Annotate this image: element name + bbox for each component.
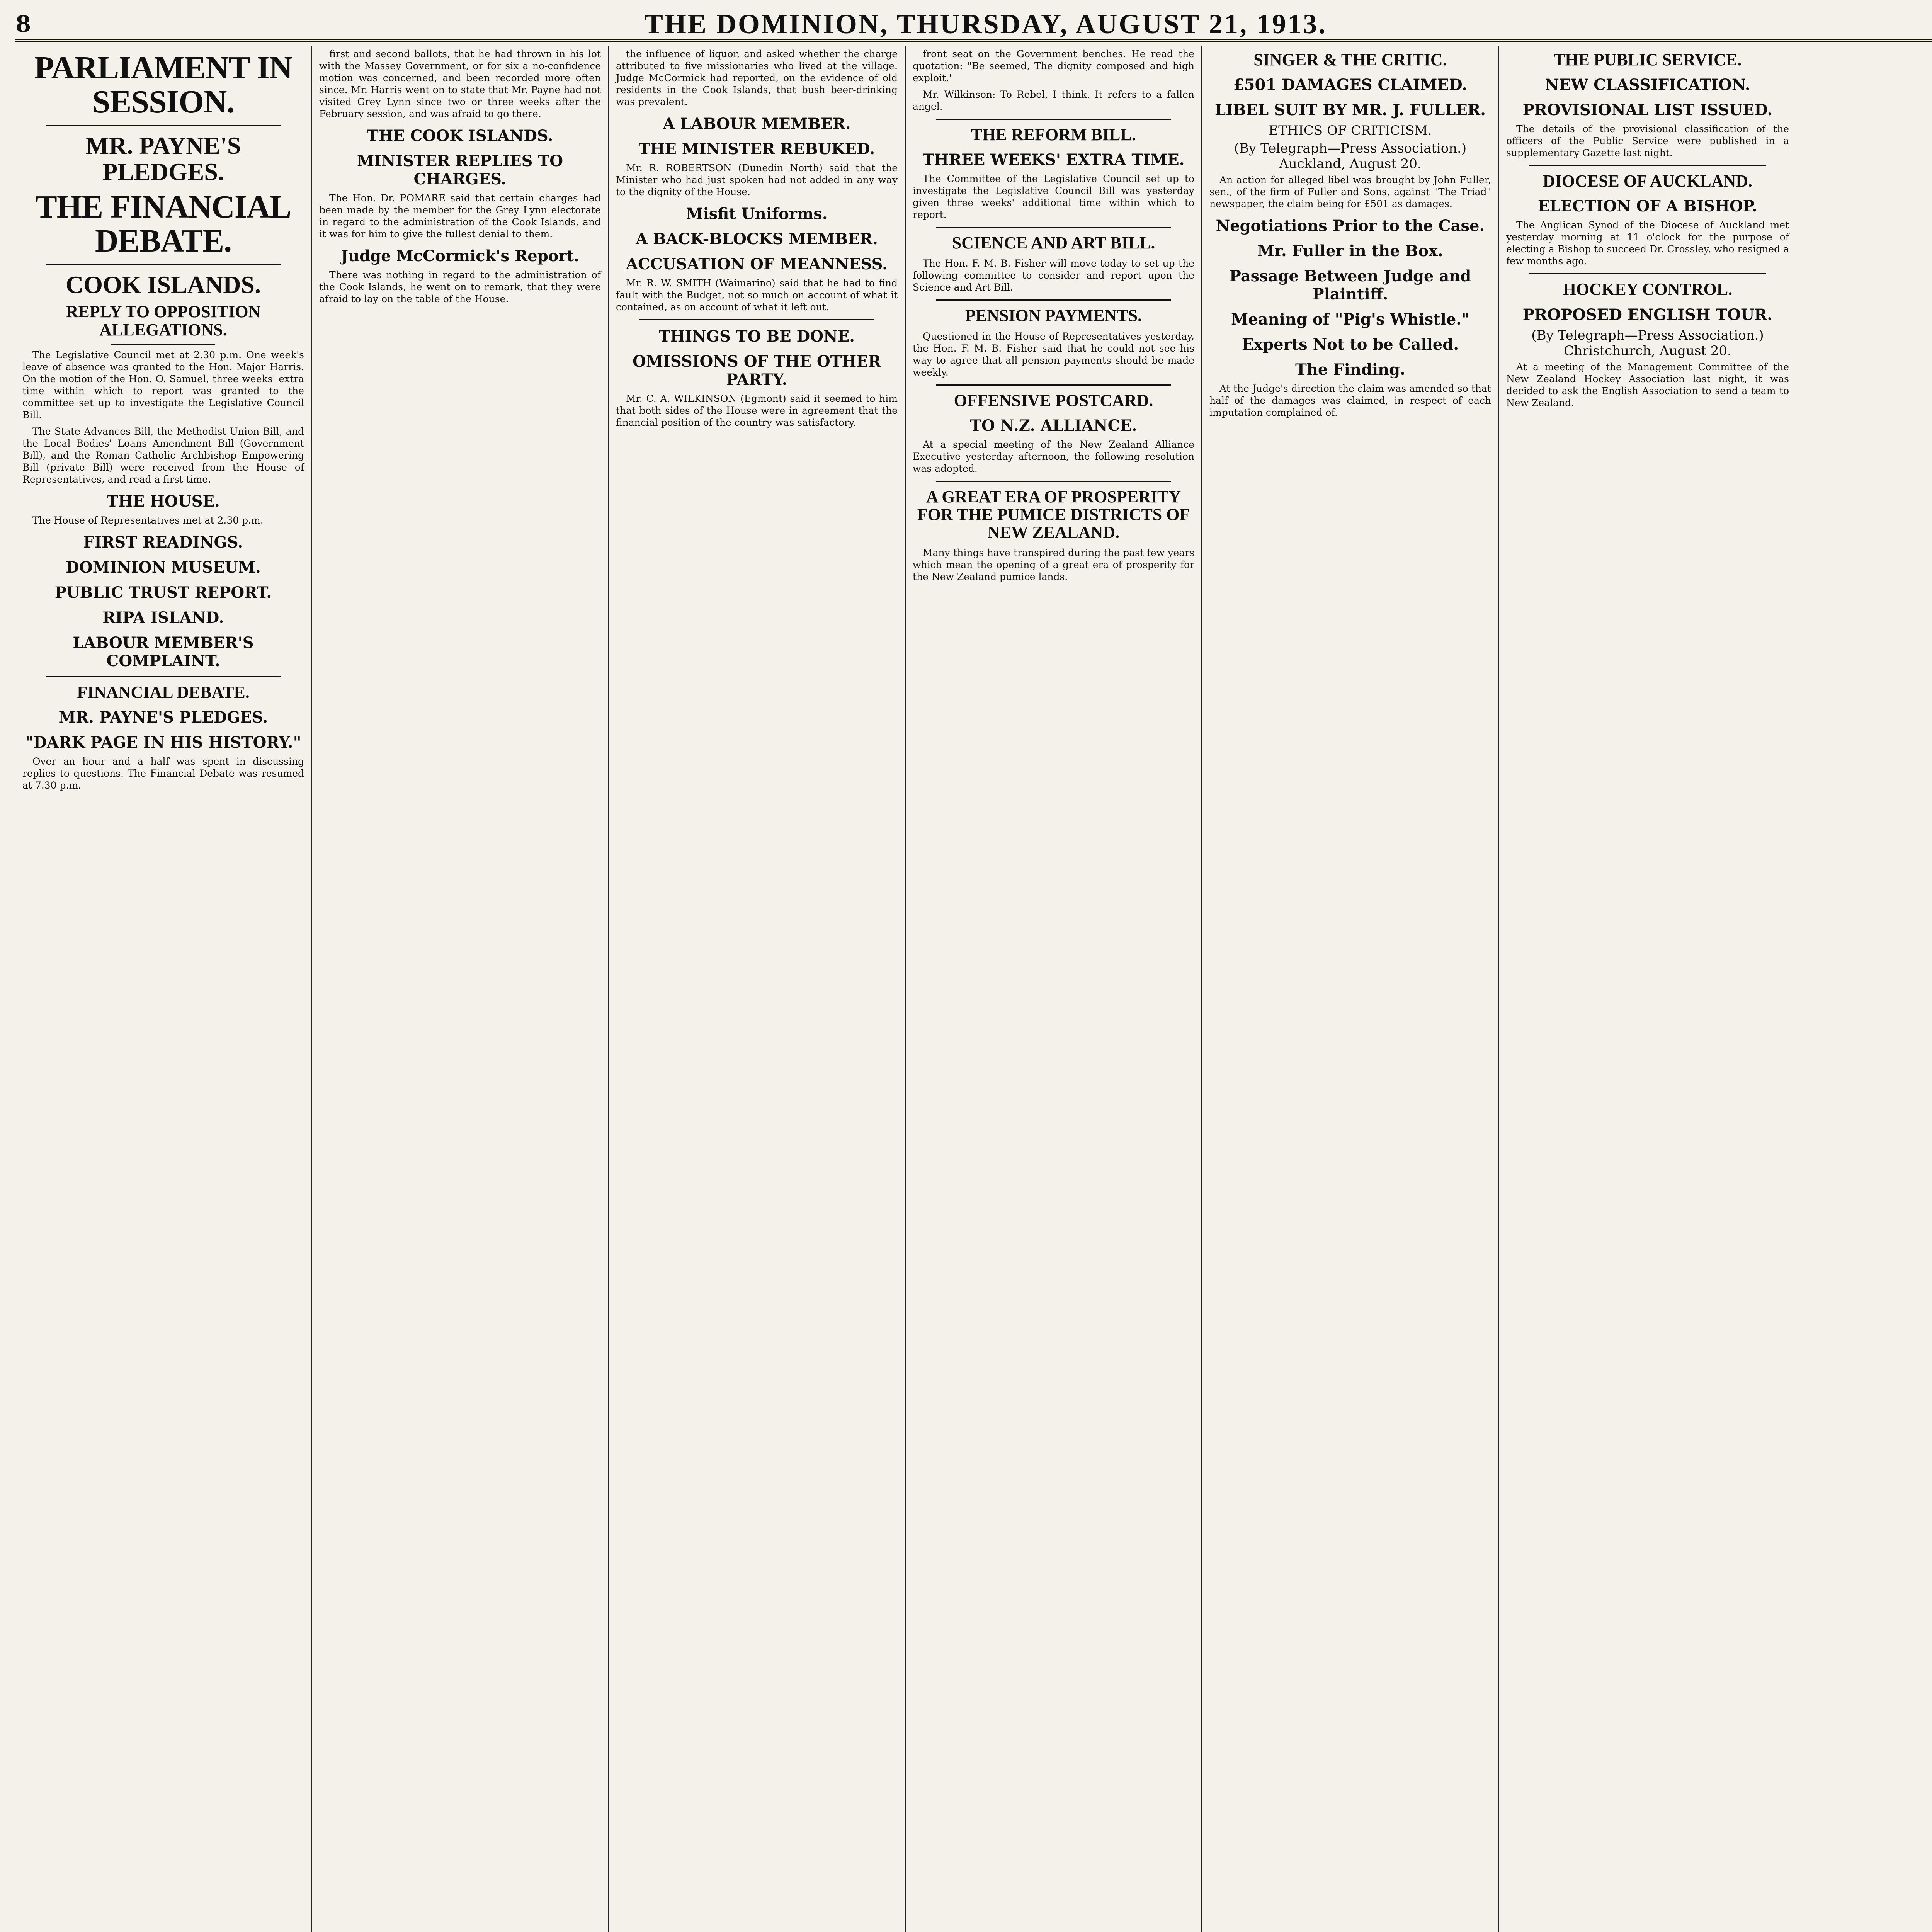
divider bbox=[111, 344, 215, 345]
paragraph: The House of Representatives met at 2.30 p.m. bbox=[32, 514, 264, 526]
section-heading: LIBEL SUIT BY MR. J. FULLER. bbox=[1214, 101, 1486, 119]
page-number: 8 bbox=[15, 11, 31, 37]
section-heading: OMISSIONS OF THE OTHER PARTY. bbox=[633, 352, 881, 389]
column-6 bbox=[1499, 46, 1796, 1932]
headline-reply: REPLY TO OPPOSITION ALLEGATIONS. bbox=[66, 302, 261, 339]
section-heading: PROPOSED ENGLISH TOUR. bbox=[1522, 305, 1773, 324]
divider bbox=[46, 676, 281, 677]
divider bbox=[46, 264, 281, 265]
column-1 bbox=[15, 46, 312, 1932]
headline-public-service: THE PUBLIC SERVICE. bbox=[1553, 50, 1742, 69]
section-heading: £501 DAMAGES CLAIMED. bbox=[1233, 76, 1468, 94]
headline-reform-bill: THE REFORM BILL. bbox=[971, 125, 1136, 144]
column-4 bbox=[906, 46, 1202, 1932]
headline-science-art: SCIENCE AND ART BILL. bbox=[952, 233, 1155, 253]
section-heading: Negotiations Prior to the Case. bbox=[1216, 217, 1485, 235]
section-heading: ETHICS OF CRITICISM. bbox=[1269, 123, 1432, 139]
headline-financial-debate-2: FINANCIAL DEBATE. bbox=[77, 682, 250, 702]
section-heading: THE COOK ISLANDS. bbox=[367, 127, 553, 145]
paragraph: Mr. C. A. WILKINSON (Egmont) said it seemed to him that both sides of the House were in agreement that the financial position of the country was satisfactory. bbox=[616, 393, 898, 428]
page-title: THE DOMINION, THURSDAY, AUGUST 21, 1913. bbox=[644, 8, 1327, 39]
section-heading: THREE WEEKS' EXTRA TIME. bbox=[922, 151, 1185, 169]
dateline: (By Telegraph—Press Association.) Christchurch, August 20. bbox=[1531, 327, 1764, 359]
paragraph: An action for alleged libel was brought by John Fuller, sen., of the firm of Fuller and Sons, against "The Triad" newspaper, the claim being for £501 as damages. bbox=[1209, 174, 1491, 210]
paragraph: At a special meeting of the New Zealand Alliance Executive yesterday afternoon, the following resolution was adopted. bbox=[913, 439, 1194, 474]
section-heading: Judge McCormick's Report. bbox=[341, 247, 579, 265]
section-heading: THE HOUSE. bbox=[107, 492, 220, 510]
section-heading: The Finding. bbox=[1295, 361, 1406, 379]
paragraph: Over an hour and a half was spent in discussing replies to questions. The Financial Debate was resumed at 7.30 p.m. bbox=[22, 755, 304, 791]
section-heading: MINISTER REPLIES TO CHARGES. bbox=[357, 152, 563, 188]
paragraph: Many things have transpired during the past few years which mean the opening of a great era of prosperity for the New Zealand pumice lands. bbox=[913, 547, 1194, 583]
paragraph: At the Judge's direction the claim was amended so that half of the damages was claimed, in respect of each imputation complained of. bbox=[1209, 383, 1491, 418]
section-heading: PROVISIONAL LIST ISSUED. bbox=[1522, 101, 1773, 119]
section-heading: PUBLIC TRUST REPORT. bbox=[54, 583, 272, 602]
paragraph: At a meeting of the Management Committee of the New Zealand Hockey Association last night, it was decided to ask the English Association to send a team to New Zealand. bbox=[1506, 361, 1789, 408]
headline-pension: PENSION PAYMENTS. bbox=[965, 306, 1142, 325]
headline-paynes-pledges: MR. PAYNE'S PLEDGES. bbox=[85, 132, 241, 185]
paragraph: Questioned in the House of Representatives yesterday, the Hon. F. M. B. Fisher said that he could not see his way to agree that all pension payments should be made weekly. bbox=[913, 330, 1194, 378]
paragraph: The State Advances Bill, the Methodist Union Bill, and the Local Bodies' Loans Amendment Bill (Government Bill), and the Roman Catholic Archbishop Empowering Bill (private Bill) were received from the House of Representatives, and read a first time. bbox=[22, 425, 304, 485]
divider bbox=[1529, 273, 1766, 274]
section-heading: NEW CLASSIFICATION. bbox=[1545, 76, 1750, 94]
divider bbox=[1529, 165, 1766, 166]
section-heading: THINGS TO BE DONE. bbox=[658, 327, 855, 345]
dateline: (By Telegraph—Press Association.) Auckland, August 20. bbox=[1234, 141, 1467, 172]
headline-parliament: PARLIAMENT IN SESSION. bbox=[34, 50, 293, 120]
column-2 bbox=[312, 46, 609, 1932]
column-3 bbox=[609, 46, 906, 1932]
paragraph: The Committee of the Legislative Council set up to investigate the Legislative Council Bill was yesterday given three weeks' additional time within which to report. bbox=[913, 173, 1194, 221]
divider bbox=[936, 119, 1171, 120]
masthead bbox=[15, 9, 1932, 42]
section-heading: THE MINISTER REBUKED. bbox=[638, 140, 875, 158]
section-heading: Mr. Fuller in the Box. bbox=[1257, 242, 1443, 260]
headline-cook-islands: COOK ISLANDS. bbox=[66, 271, 261, 299]
section-heading: LABOUR MEMBER'S COMPLAINT. bbox=[73, 633, 254, 670]
section-heading: RIPA ISLAND. bbox=[102, 608, 224, 627]
section-heading: Meaning of "Pig's Whistle." bbox=[1231, 310, 1470, 329]
divider bbox=[936, 299, 1171, 301]
section-heading: "DARK PAGE IN HIS HISTORY." bbox=[25, 733, 301, 752]
paragraph: There was nothing in regard to the administration of the Cook Islands, he went on to remark, that they were afraid to lay on the table of the House. bbox=[319, 269, 601, 304]
section-heading: DOMINION MUSEUM. bbox=[66, 558, 261, 577]
headline-singer-critic: SINGER & THE CRITIC. bbox=[1253, 50, 1447, 69]
headline-financial-debate: THE FINANCIAL DEBATE. bbox=[35, 189, 291, 259]
section-heading: A LABOUR MEMBER. bbox=[663, 115, 851, 133]
paragraph: Mr. R. ROBERTSON (Dunedin North) said that the Minister who had just spoken had not added in any way to the dignity of the House. bbox=[616, 162, 898, 197]
article-body bbox=[22, 349, 304, 485]
headline-hockey: HOCKEY CONTROL. bbox=[1563, 280, 1733, 299]
divider bbox=[936, 384, 1171, 386]
paragraph: The Hon. F. M. B. Fisher will move today to set up the following committee to consider and report upon the Science and Art Bill. bbox=[913, 258, 1194, 293]
section-heading: TO N.Z. ALLIANCE. bbox=[970, 416, 1137, 435]
section-heading: ELECTION OF A BISHOP. bbox=[1537, 197, 1758, 216]
divider bbox=[936, 227, 1171, 228]
divider bbox=[936, 481, 1171, 482]
section-heading: MR. PAYNE'S PLEDGES. bbox=[58, 708, 268, 726]
paragraph: the influence of liquor, and asked whether the charge attributed to five missionaries who lived at the village. Judge McCormick had reported, on the evidence of old residents in the Cook Islands, that bush beer-drinking was prevalent. bbox=[616, 48, 898, 107]
section-heading: Passage Between Judge and Plaintiff. bbox=[1229, 267, 1471, 304]
divider bbox=[639, 319, 874, 320]
section-heading: Misfit Uniforms. bbox=[686, 205, 828, 223]
section-heading: A BACK-BLOCKS MEMBER. bbox=[636, 230, 878, 248]
headline-postcard: OFFENSIVE POSTCARD. bbox=[954, 391, 1153, 410]
paragraph: The Hon. Dr. POMARE said that certain charges had been made by the member for the Grey Lynn electorate in regard to the administration of the Cook Islands, and it was for him to give the fullest denial to them. bbox=[319, 192, 601, 240]
headline-pumice: A GREAT ERA OF PROSPERITY FOR THE PUMICE DISTRICTS OF NEW ZEALAND. bbox=[917, 487, 1190, 542]
columns bbox=[15, 46, 1932, 1932]
paragraph: Mr. Wilkinson: To Rebel, I think. It refers to a fallen angel. bbox=[913, 89, 1194, 112]
section-heading: ACCUSATION OF MEANNESS. bbox=[626, 255, 888, 273]
paragraph: The details of the provisional classification of the officers of the Public Service were published in a supplementary Gazette last night. bbox=[1506, 123, 1789, 159]
paragraph: front seat on the Government benches. He read the quotation: "Be seemed, The dignity composed and high exploit." bbox=[913, 48, 1194, 83]
paragraph: The Legislative Council met at 2.30 p.m. One week's leave of absence was granted to the Hon. Major Harris. On the motion of the Hon. O. Samuel, three weeks' extra time within which to report was granted to the committee set up to investigate the Legislative Council Bill. bbox=[22, 349, 304, 420]
section-heading: FIRST READINGS. bbox=[83, 533, 243, 551]
section-heading: Experts Not to be Called. bbox=[1242, 335, 1459, 354]
divider bbox=[46, 125, 281, 126]
paragraph: Mr. R. W. SMITH (Waimarino) said that he had to find fault with the Budget, not so much on account of what it contained, as on account of what it left out. bbox=[616, 277, 898, 313]
column-5 bbox=[1202, 46, 1499, 1932]
headline-diocese: DIOCESE OF AUCKLAND. bbox=[1543, 172, 1753, 191]
paragraph: first and second ballots, that he had thrown in his lot with the Massey Government, or for six a no-confidence motion was concerned, and been recorded more often since. Mr. Harris went on to state that Mr. Payne had not visited Grey Lynn since two or three weeks after the February session, and was afraid to go there. bbox=[319, 48, 601, 119]
paragraph: The Anglican Synod of the Diocese of Auckland met yesterday morning at 11 o'clock for the purpose of electing a Bishop to succeed Dr. Crossley, who resigned a few months ago. bbox=[1506, 219, 1789, 267]
